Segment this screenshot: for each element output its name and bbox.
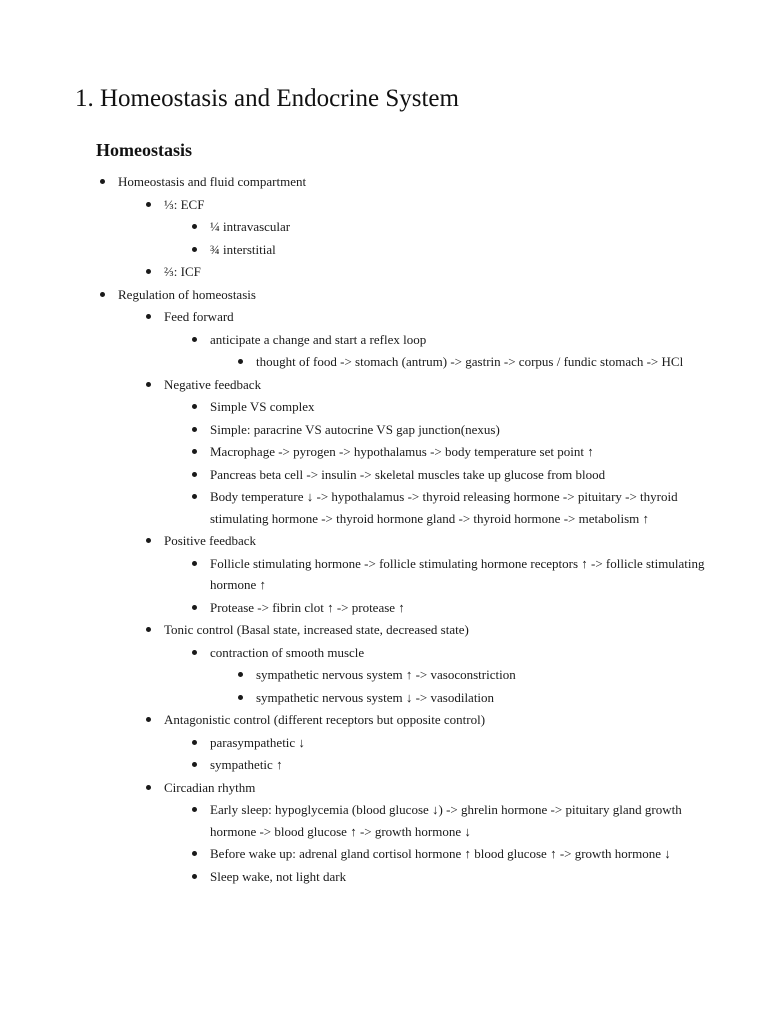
- list-item: Simple VS complex: [75, 396, 708, 418]
- list-item: ⅔: ICF: [75, 261, 708, 283]
- list-item: Antagonistic control (different receptors but opposite control): [75, 709, 708, 731]
- section-heading: Homeostasis: [96, 140, 192, 160]
- list-item: Homeostasis and fluid compartment: [75, 171, 708, 193]
- bullet-outline: [75, 171, 708, 887]
- page-title: 1. Homeostasis and Endocrine System: [75, 85, 459, 112]
- list-item: ⅓: ECF: [75, 194, 708, 216]
- list-item: Simple: paracrine VS autocrine VS gap junction(nexus): [75, 419, 708, 441]
- list-item: Early sleep: hypoglycemia (blood glucose ↓) -> ghrelin hormone -> pituitary gland growth hormone -> blood glucose ↑ -> growth hormone ↓: [75, 799, 708, 842]
- list-item: parasympathetic ↓: [75, 732, 708, 754]
- list-item: anticipate a change and start a reflex loop: [75, 329, 708, 351]
- list-item: Before wake up: adrenal gland cortisol hormone ↑ blood glucose ↑ -> growth hormone ↓: [75, 843, 708, 865]
- list-item: Follicle stimulating hormone -> follicle stimulating hormone receptors ↑ -> follicle stimulating hormone ↑: [75, 553, 708, 596]
- list-item: Pancreas beta cell -> insulin -> skeletal muscles take up glucose from blood: [75, 464, 708, 486]
- list-item: Macrophage -> pyrogen -> hypothalamus -> body temperature set point ↑: [75, 441, 708, 463]
- list-item: ¼ intravascular: [75, 216, 708, 238]
- list-item: contraction of smooth muscle: [75, 642, 708, 664]
- list-item: Body temperature ↓ -> hypothalamus -> thyroid releasing hormone -> pituitary -> thyroid stimulating hormone -> thyroid hormone gland -> thyroid hormone -> metabolism ↑: [75, 486, 708, 529]
- list-item: Protease -> fibrin clot ↑ -> protease ↑: [75, 597, 708, 619]
- list-item: sympathetic nervous system ↓ -> vasodilation: [75, 687, 708, 709]
- list-item: Tonic control (Basal state, increased state, decreased state): [75, 619, 708, 641]
- list-item: Negative feedback: [75, 374, 708, 396]
- list-item: Feed forward: [75, 306, 708, 328]
- list-item: Positive feedback: [75, 530, 708, 552]
- list-item: Regulation of homeostasis: [75, 284, 708, 306]
- list-item: ¾ interstitial: [75, 239, 708, 261]
- list-item: sympathetic ↑: [75, 754, 708, 776]
- list-item: thought of food -> stomach (antrum) -> gastrin -> corpus / fundic stomach -> HCl: [75, 351, 708, 373]
- list-item: Sleep wake, not light dark: [75, 866, 708, 888]
- list-item: Circadian rhythm: [75, 777, 708, 799]
- list-item: sympathetic nervous system ↑ -> vasoconstriction: [75, 664, 708, 686]
